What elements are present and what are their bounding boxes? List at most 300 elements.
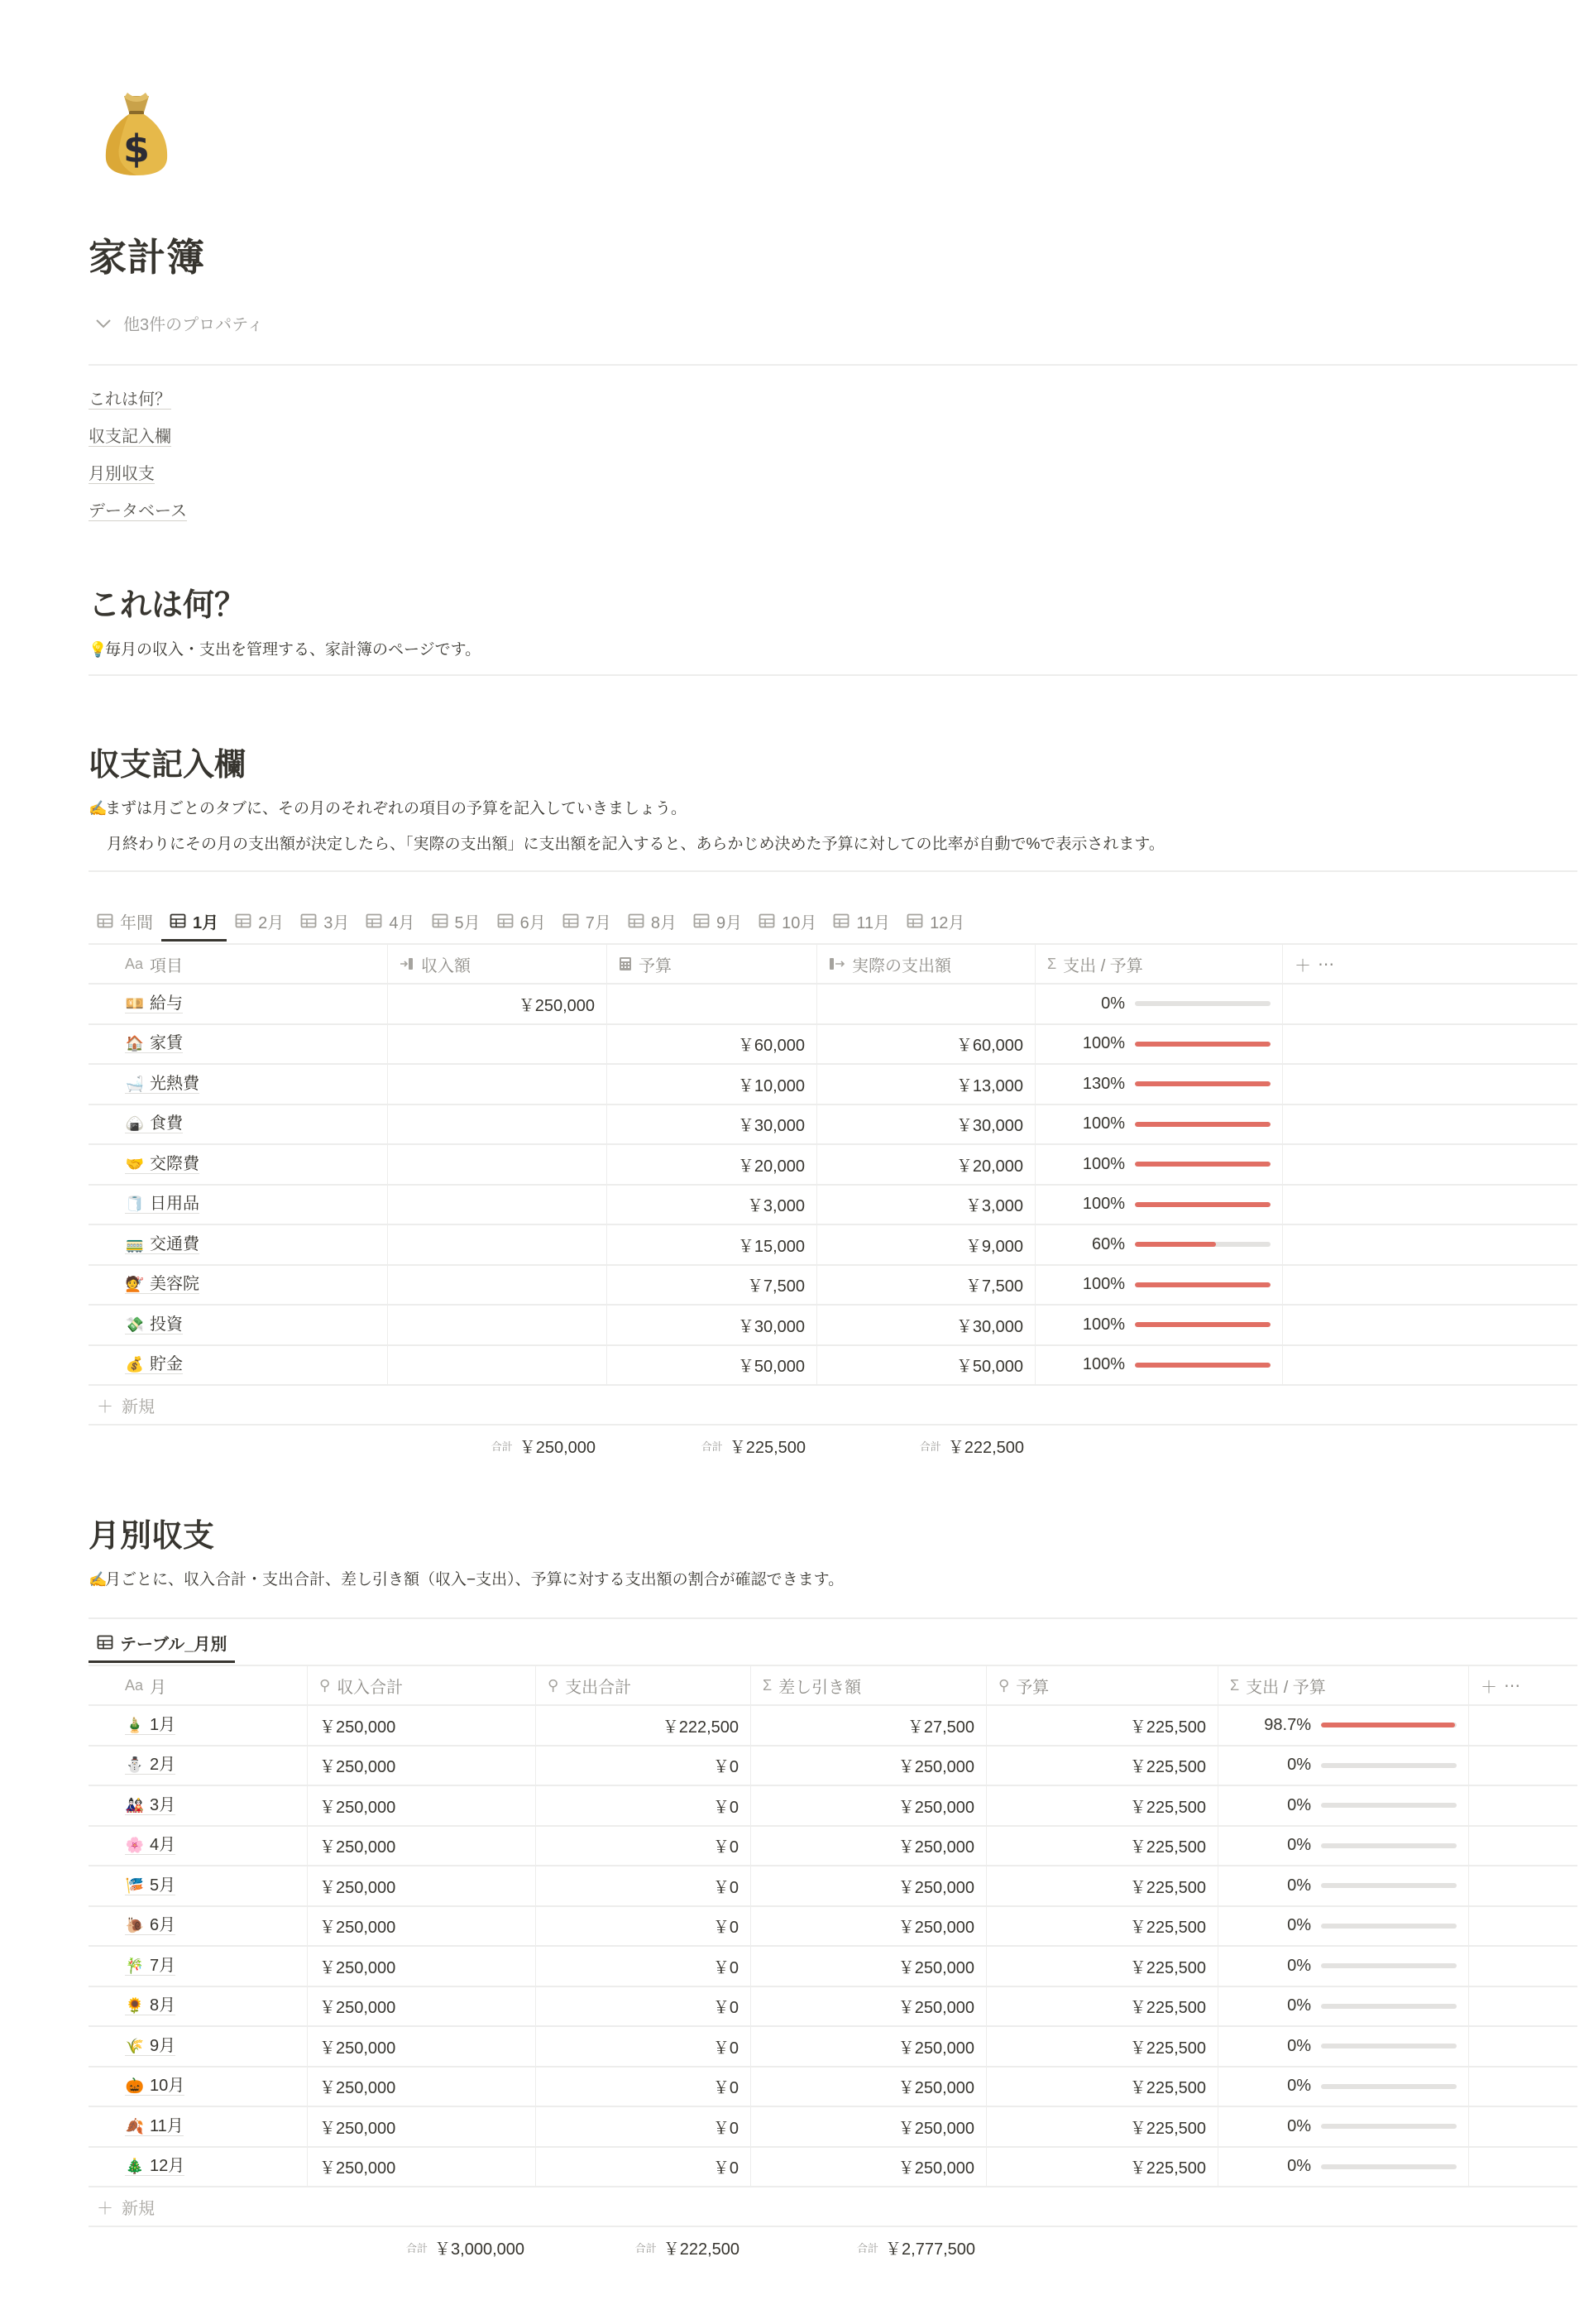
budget-cell[interactable]: ￥225,500: [987, 2068, 1218, 2106]
budget-cell[interactable]: ￥225,500: [987, 2148, 1218, 2187]
progress-bar: [1321, 2044, 1457, 2048]
actual-cell[interactable]: ￥9,000: [817, 1225, 1036, 1264]
column-header-diff[interactable]: [751, 1666, 987, 1704]
toc-link-database[interactable]: データベース: [89, 502, 187, 520]
expense-total-cell[interactable]: ￥0: [536, 1907, 751, 1946]
month-cell[interactable]: [89, 2148, 308, 2187]
column-label: 実際の支出額: [852, 956, 951, 975]
tab-label: 年間: [120, 913, 153, 932]
more-options-icon[interactable]: ⋯: [1318, 955, 1334, 974]
what-description: [89, 637, 481, 659]
ratio-value: 100%: [1082, 1315, 1125, 1334]
progress-bar: [1321, 1963, 1457, 1968]
month-link[interactable]: [125, 1756, 175, 1775]
expense-total-cell[interactable]: ￥0: [536, 1947, 751, 1986]
item-cell[interactable]: [89, 1306, 388, 1344]
income-total-cell[interactable]: ￥250,000: [308, 2148, 536, 2187]
income-total-cell[interactable]: ￥250,000: [308, 1947, 536, 1986]
ratio-cell: [1218, 1747, 1469, 1785]
table-row[interactable]: [89, 1306, 1577, 1346]
empty-cell: [1283, 1105, 1577, 1144]
table-row[interactable]: [89, 1947, 1577, 1987]
budget-cell[interactable]: ￥225,500: [987, 1786, 1218, 1825]
expense-total-cell[interactable]: ￥222,500: [536, 1706, 751, 1745]
income-total-cell[interactable]: ￥250,000: [308, 1907, 536, 1946]
heading-monthly: 月別収支: [89, 1519, 215, 1554]
budget-cell[interactable]: ￥50,000: [607, 1346, 817, 1385]
tab-label: 11月: [856, 913, 891, 932]
table-header: [89, 1666, 1577, 1706]
column-header-income-total[interactable]: [308, 1666, 536, 1704]
add-new-row-button[interactable]: [89, 2187, 1577, 2227]
totals-row: [89, 1426, 1577, 1465]
tab-month-6[interactable]: [489, 902, 554, 940]
column-header-income[interactable]: [388, 945, 607, 983]
properties-toggle[interactable]: [95, 311, 264, 335]
tab-label: 12月: [930, 913, 965, 932]
month-link[interactable]: [125, 1716, 175, 1735]
actual-cell[interactable]: ￥20,000: [817, 1145, 1036, 1184]
empty-cell: [1469, 1786, 1577, 1825]
item-name: 給与: [150, 994, 183, 1013]
income-cell[interactable]: [388, 1346, 607, 1385]
entry-description-line2: 月終わりにその月の支出額が決定したら、「実際の支出額」に支出額を記入すると、あらかじめ決めた予算に対しての比率が自動で%で表示されます。: [107, 836, 1165, 853]
expense-total-cell[interactable]: ￥0: [536, 1866, 751, 1905]
budget-cell[interactable]: ￥225,500: [987, 2107, 1218, 2146]
actual-cell[interactable]: ￥7,500: [817, 1266, 1036, 1305]
table-row[interactable]: [89, 2107, 1577, 2148]
column-header-month[interactable]: [89, 1666, 308, 1704]
item-link[interactable]: [125, 994, 183, 1013]
column-header-ratio[interactable]: [1036, 945, 1283, 983]
tab-label: 8月: [650, 913, 677, 932]
ratio-cell: [1218, 2027, 1469, 2066]
page-title[interactable]: 家計簿: [89, 236, 205, 279]
ratio-value: 0%: [1101, 994, 1125, 1013]
table-row[interactable]: [89, 985, 1577, 1025]
total-diff[interactable]: [751, 2227, 987, 2267]
monthly-view-tabs: [89, 1623, 235, 1661]
empty-cell: [1469, 2068, 1577, 2106]
income-cell[interactable]: [388, 1266, 607, 1305]
budget-cell[interactable]: ￥225,500: [987, 1907, 1218, 1946]
month-cell[interactable]: [89, 1706, 308, 1745]
money-bag-icon[interactable]: [99, 89, 174, 180]
income-total-cell[interactable]: ￥250,000: [308, 1786, 536, 1825]
add-column-icon[interactable]: ＋: [1481, 1678, 1497, 1697]
table-icon: [366, 913, 382, 928]
tab-month-11[interactable]: [825, 902, 898, 940]
table-row[interactable]: [89, 1827, 1577, 1867]
income-cell[interactable]: [388, 1065, 607, 1104]
total-value: ￥2,777,500: [885, 2240, 975, 2259]
progress-bar: [1135, 1001, 1271, 1006]
table-row[interactable]: [89, 1145, 1577, 1186]
ratio-cell: [1218, 1947, 1469, 1986]
ratio-value: 0%: [1287, 2116, 1311, 2135]
tab-annual[interactable]: [89, 902, 161, 940]
income-total-cell[interactable]: ￥250,000: [308, 2027, 536, 2066]
month-cell[interactable]: [89, 1947, 308, 1986]
tab-month-2[interactable]: [227, 902, 292, 940]
column-header-expense-total[interactable]: [536, 1666, 751, 1704]
month-cell[interactable]: [89, 2027, 308, 2066]
ratio-cell: [1218, 2107, 1469, 2146]
budget-cell[interactable]: ￥225,500: [987, 1866, 1218, 1905]
table-icon: [300, 913, 317, 928]
column-label: 支出合計: [565, 1678, 632, 1697]
item-name: 交通費: [150, 1234, 199, 1253]
expense-total-cell[interactable]: ￥0: [536, 2027, 751, 2066]
expense-total-cell[interactable]: ￥0: [536, 1987, 751, 2026]
progress-bar: [1135, 1122, 1271, 1127]
actual-cell[interactable]: ￥30,000: [817, 1306, 1036, 1344]
expense-total-cell[interactable]: ￥0: [536, 1747, 751, 1785]
month-emoji-icon: 🎏: [125, 1876, 145, 1894]
divider: [89, 674, 1577, 676]
total-budget[interactable]: [607, 1426, 817, 1465]
income-total-cell[interactable]: ￥250,000: [308, 1866, 536, 1905]
month-link[interactable]: [125, 2037, 175, 2056]
ratio-cell: [1036, 1105, 1283, 1144]
calculator-icon: [619, 956, 632, 971]
item-link[interactable]: [125, 1195, 199, 1214]
expense-total-cell[interactable]: ￥0: [536, 2148, 751, 2187]
month-cell[interactable]: [89, 1827, 308, 1866]
total-label: 合計: [634, 2241, 657, 2255]
month-cell[interactable]: [89, 2068, 308, 2106]
total-income[interactable]: [89, 2227, 536, 2267]
income-cell[interactable]: [388, 1306, 607, 1344]
month-emoji-icon: 🐌: [125, 1917, 145, 1934]
tab-month-12[interactable]: [898, 902, 973, 940]
progress-bar: [1135, 1242, 1271, 1247]
diff-cell[interactable]: ￥250,000: [751, 1907, 987, 1946]
item-emoji-icon: 🚃: [125, 1235, 145, 1253]
budget-cell[interactable]: [607, 985, 817, 1023]
table-row[interactable]: [89, 1706, 1577, 1747]
income-total-cell[interactable]: ￥250,000: [308, 2107, 536, 2146]
chevron-down-icon: [95, 318, 112, 329]
diff-cell[interactable]: ￥250,000: [751, 2107, 987, 2146]
add-column-icon[interactable]: ＋: [1295, 956, 1311, 975]
column-header-ratio[interactable]: [1218, 1666, 1469, 1704]
month-name: 6月: [150, 1916, 176, 1935]
diff-cell[interactable]: ￥250,000: [751, 2027, 987, 2066]
text-type-icon: Aa: [125, 1676, 144, 1694]
table-of-contents: [89, 391, 187, 539]
budget-cell[interactable]: ￥30,000: [607, 1105, 817, 1144]
total-label: 合計: [491, 1440, 513, 1453]
table-row[interactable]: [89, 1225, 1577, 1266]
month-emoji-icon: 🍂: [125, 2117, 145, 2135]
month-cell[interactable]: [89, 1747, 308, 1785]
tab-month-1[interactable]: [161, 902, 227, 940]
ratio-cell: [1036, 985, 1283, 1023]
progress-bar: [1321, 1843, 1457, 1848]
item-emoji-icon: 🧻: [125, 1196, 145, 1213]
table-icon: [562, 913, 579, 928]
expense-total-cell[interactable]: ￥0: [536, 1786, 751, 1825]
budget-cell[interactable]: ￥225,500: [987, 1827, 1218, 1866]
column-header-item[interactable]: [89, 945, 388, 983]
diff-cell[interactable]: ￥250,000: [751, 2148, 987, 2187]
actual-cell[interactable]: ￥30,000: [817, 1105, 1036, 1144]
empty-cell: [1283, 1186, 1577, 1224]
table-row[interactable]: [89, 2027, 1577, 2068]
income-cell[interactable]: [388, 1145, 607, 1184]
diff-cell[interactable]: ￥250,000: [751, 1866, 987, 1905]
item-cell[interactable]: [89, 1065, 388, 1104]
tab-month-7[interactable]: [554, 902, 620, 940]
actual-cell[interactable]: [817, 985, 1036, 1023]
item-name: 交際費: [150, 1154, 199, 1173]
table-row[interactable]: [89, 1866, 1577, 1907]
month-link[interactable]: [125, 1957, 175, 1976]
month-link[interactable]: [125, 2117, 184, 2136]
month-link[interactable]: [125, 1876, 175, 1895]
ratio-cell: [1036, 1346, 1283, 1385]
formula-icon: Σ: [763, 1676, 773, 1694]
progress-bar: [1321, 1763, 1457, 1768]
item-cell[interactable]: [89, 1145, 388, 1184]
diff-cell[interactable]: ￥250,000: [751, 1947, 987, 1986]
empty-cell: [1283, 985, 1577, 1023]
income-total-cell[interactable]: ￥250,000: [308, 1747, 536, 1785]
table-row[interactable]: [89, 1266, 1577, 1306]
ratio-cell: [1218, 2148, 1469, 2187]
plus-icon: ＋: [97, 2199, 113, 2218]
total-actual[interactable]: [817, 1426, 1036, 1465]
item-link[interactable]: [125, 1315, 183, 1335]
month-link[interactable]: [125, 2157, 184, 2176]
actual-cell[interactable]: ￥13,000: [817, 1065, 1036, 1104]
month-cell[interactable]: [89, 1866, 308, 1905]
month-link[interactable]: [125, 1996, 175, 2015]
tab-month-9[interactable]: [685, 902, 750, 940]
item-link[interactable]: [125, 1034, 183, 1053]
ratio-value: 0%: [1287, 1916, 1311, 1935]
column-label: 月: [150, 1678, 167, 1697]
totals-row: [89, 2227, 1577, 2267]
ratio-cell: [1036, 1025, 1283, 1064]
actual-cell[interactable]: ￥3,000: [817, 1186, 1036, 1224]
progress-bar: [1135, 1162, 1271, 1167]
column-label: 収入額: [421, 956, 471, 975]
diff-cell[interactable]: ￥250,000: [751, 1987, 987, 2026]
month-cell[interactable]: [89, 2107, 308, 2146]
budget-cell[interactable]: ￥15,000: [607, 1225, 817, 1264]
tab-month-4[interactable]: [357, 902, 423, 940]
income-cell[interactable]: [388, 1225, 607, 1264]
expense-total-cell[interactable]: ￥0: [536, 2068, 751, 2106]
table-icon: [97, 913, 113, 928]
budget-cell[interactable]: ￥225,500: [987, 1947, 1218, 1986]
month-link[interactable]: [125, 1916, 175, 1935]
item-emoji-icon: 💴: [125, 994, 145, 1012]
total-income[interactable]: [89, 1426, 607, 1465]
item-cell[interactable]: [89, 1266, 388, 1305]
ratio-value: 100%: [1082, 1154, 1125, 1173]
ratio-cell: [1036, 1266, 1283, 1305]
table-row[interactable]: [89, 1025, 1577, 1066]
income-cell[interactable]: [388, 1025, 607, 1064]
new-row-label: 新規: [122, 2199, 155, 2218]
column-header-budget[interactable]: [607, 945, 817, 983]
item-emoji-icon: 💸: [125, 1315, 145, 1333]
empty-cell: [1469, 1907, 1577, 1946]
tab-label: 4月: [389, 913, 415, 932]
month-link[interactable]: [125, 2077, 184, 2096]
toc-link-what[interactable]: これは何？: [89, 391, 171, 409]
item-link[interactable]: [125, 1235, 199, 1254]
column-header-budget[interactable]: [987, 1666, 1218, 1704]
item-link[interactable]: [125, 1075, 199, 1094]
ratio-value: 0%: [1287, 1876, 1311, 1895]
table-row[interactable]: [89, 1346, 1577, 1387]
expense-total-cell[interactable]: ￥0: [536, 1827, 751, 1866]
income-total-cell[interactable]: ￥250,000: [308, 2068, 536, 2106]
formula-icon: Σ: [1047, 955, 1057, 972]
tab-month-10[interactable]: [750, 902, 825, 940]
item-cell[interactable]: [89, 1105, 388, 1144]
diff-cell[interactable]: ￥27,500: [751, 1706, 987, 1745]
item-cell[interactable]: [89, 1186, 388, 1224]
tab-month-3[interactable]: [292, 902, 357, 940]
column-header-actual[interactable]: [817, 945, 1036, 983]
month-cell[interactable]: [89, 1907, 308, 1946]
table-row[interactable]: [89, 1105, 1577, 1146]
ratio-cell: [1218, 1786, 1469, 1825]
budget-cell[interactable]: ￥3,000: [607, 1186, 817, 1224]
empty-cell: [1469, 2027, 1577, 2066]
column-label: 差し引き額: [778, 1678, 862, 1697]
formula-icon: Σ: [1230, 1676, 1240, 1694]
income-cell[interactable]: [388, 1105, 607, 1144]
item-link[interactable]: [125, 1155, 199, 1174]
month-emoji-icon: 🎍: [125, 1716, 145, 1733]
tab-month-8[interactable]: [620, 902, 685, 940]
toc-link-monthly[interactable]: 月別収支: [89, 465, 155, 483]
table-row[interactable]: [89, 2068, 1577, 2108]
budget-cell[interactable]: ￥225,500: [987, 1987, 1218, 2026]
tab-month-5[interactable]: [424, 902, 489, 940]
monthly-table: [89, 1665, 1577, 2267]
month-name: 8月: [150, 1996, 176, 2015]
divider: [89, 1617, 1577, 1619]
more-options-icon[interactable]: ⋯: [1504, 1676, 1520, 1695]
table-icon: [693, 913, 710, 928]
column-actions: [1469, 1666, 1577, 1704]
light-bulb-icon: 💡: [89, 641, 108, 658]
month-cell[interactable]: [89, 1987, 308, 2026]
empty-cell: [1469, 1987, 1577, 2026]
item-cell[interactable]: [89, 1025, 388, 1064]
budget-cell[interactable]: ￥225,500: [987, 2027, 1218, 2066]
month-cell[interactable]: [89, 1786, 308, 1825]
tab-monthly-table[interactable]: [89, 1623, 235, 1661]
actual-cell[interactable]: ￥60,000: [817, 1025, 1036, 1064]
budget-cell[interactable]: ￥7,500: [607, 1266, 817, 1305]
actual-cell[interactable]: ￥50,000: [817, 1346, 1036, 1385]
ratio-cell: [1218, 1827, 1469, 1866]
ratio-value: 0%: [1287, 1756, 1311, 1775]
table-row[interactable]: [89, 1907, 1577, 1948]
expense-total-cell[interactable]: ￥0: [536, 2107, 751, 2146]
toc-link-entry[interactable]: 収支記入欄: [89, 428, 171, 446]
ratio-value: 100%: [1082, 1114, 1125, 1133]
item-link[interactable]: [125, 1114, 183, 1133]
item-cell[interactable]: [89, 985, 388, 1023]
table-row[interactable]: [89, 1786, 1577, 1827]
month-emoji-icon: 🎃: [125, 2077, 145, 2095]
budget-cell[interactable]: ￥20,000: [607, 1145, 817, 1184]
empty-cell: [1283, 1025, 1577, 1064]
item-link[interactable]: [125, 1355, 183, 1374]
budget-cell[interactable]: ￥225,500: [987, 1706, 1218, 1745]
ratio-value: 100%: [1082, 1034, 1125, 1053]
income-total-cell[interactable]: ￥250,000: [308, 1706, 536, 1745]
progress-bar: [1135, 1282, 1271, 1287]
budget-cell[interactable]: ￥60,000: [607, 1025, 817, 1064]
diff-cell[interactable]: ￥250,000: [751, 1747, 987, 1785]
item-emoji-icon: 💰: [125, 1356, 145, 1373]
budget-cell[interactable]: ￥30,000: [607, 1306, 817, 1344]
monthly-text: 月ごとに、収入合計・支出合計、差し引き額（収入−支出）、予算に対する支出額の割合が確認できます。: [105, 1571, 845, 1588]
month-name: 4月: [150, 1836, 176, 1855]
table-row[interactable]: [89, 2148, 1577, 2188]
progress-bar: [1321, 2004, 1457, 2009]
table-body: [89, 985, 1577, 1386]
budget-cell[interactable]: ￥10,000: [607, 1065, 817, 1104]
svg-text:$: $: [122, 127, 151, 171]
ratio-cell: [1218, 2068, 1469, 2106]
diff-cell[interactable]: ￥250,000: [751, 2068, 987, 2106]
income-total-cell[interactable]: ￥250,000: [308, 1987, 536, 2026]
table-row[interactable]: [89, 1065, 1577, 1105]
diff-cell[interactable]: ￥250,000: [751, 1786, 987, 1825]
progress-bar: [1321, 2124, 1457, 2129]
item-name: 光熱費: [150, 1074, 199, 1093]
month-name: 1月: [150, 1715, 176, 1734]
total-label: 合計: [406, 2241, 428, 2255]
item-cell[interactable]: [89, 1346, 388, 1385]
income-total-cell[interactable]: ￥250,000: [308, 1827, 536, 1866]
item-cell[interactable]: [89, 1225, 388, 1264]
income-cell[interactable]: [388, 1186, 607, 1224]
diff-cell[interactable]: ￥250,000: [751, 1827, 987, 1866]
month-link[interactable]: [125, 1796, 175, 1815]
empty-cell: [1283, 1306, 1577, 1344]
month-emoji-icon: ⛄: [125, 1756, 145, 1774]
table-row[interactable]: [89, 1747, 1577, 1787]
add-new-row-button[interactable]: [89, 1386, 1577, 1426]
item-name: 美容院: [150, 1275, 199, 1294]
column-label: 収入合計: [337, 1678, 404, 1697]
table-row[interactable]: [89, 1987, 1577, 2028]
total-expense[interactable]: [536, 2227, 751, 2267]
income-cell[interactable]: ￥250,000: [388, 985, 607, 1023]
search-icon: ⚲: [998, 1676, 1010, 1694]
month-emoji-icon: 🎋: [125, 1957, 145, 1974]
month-link[interactable]: [125, 1836, 175, 1855]
item-link[interactable]: [125, 1275, 199, 1294]
table-row[interactable]: [89, 1186, 1577, 1226]
budget-cell[interactable]: ￥225,500: [987, 1747, 1218, 1785]
table-icon: [759, 913, 775, 928]
column-label: 支出 / 予算: [1063, 956, 1143, 975]
progress-bar: [1135, 1081, 1271, 1086]
